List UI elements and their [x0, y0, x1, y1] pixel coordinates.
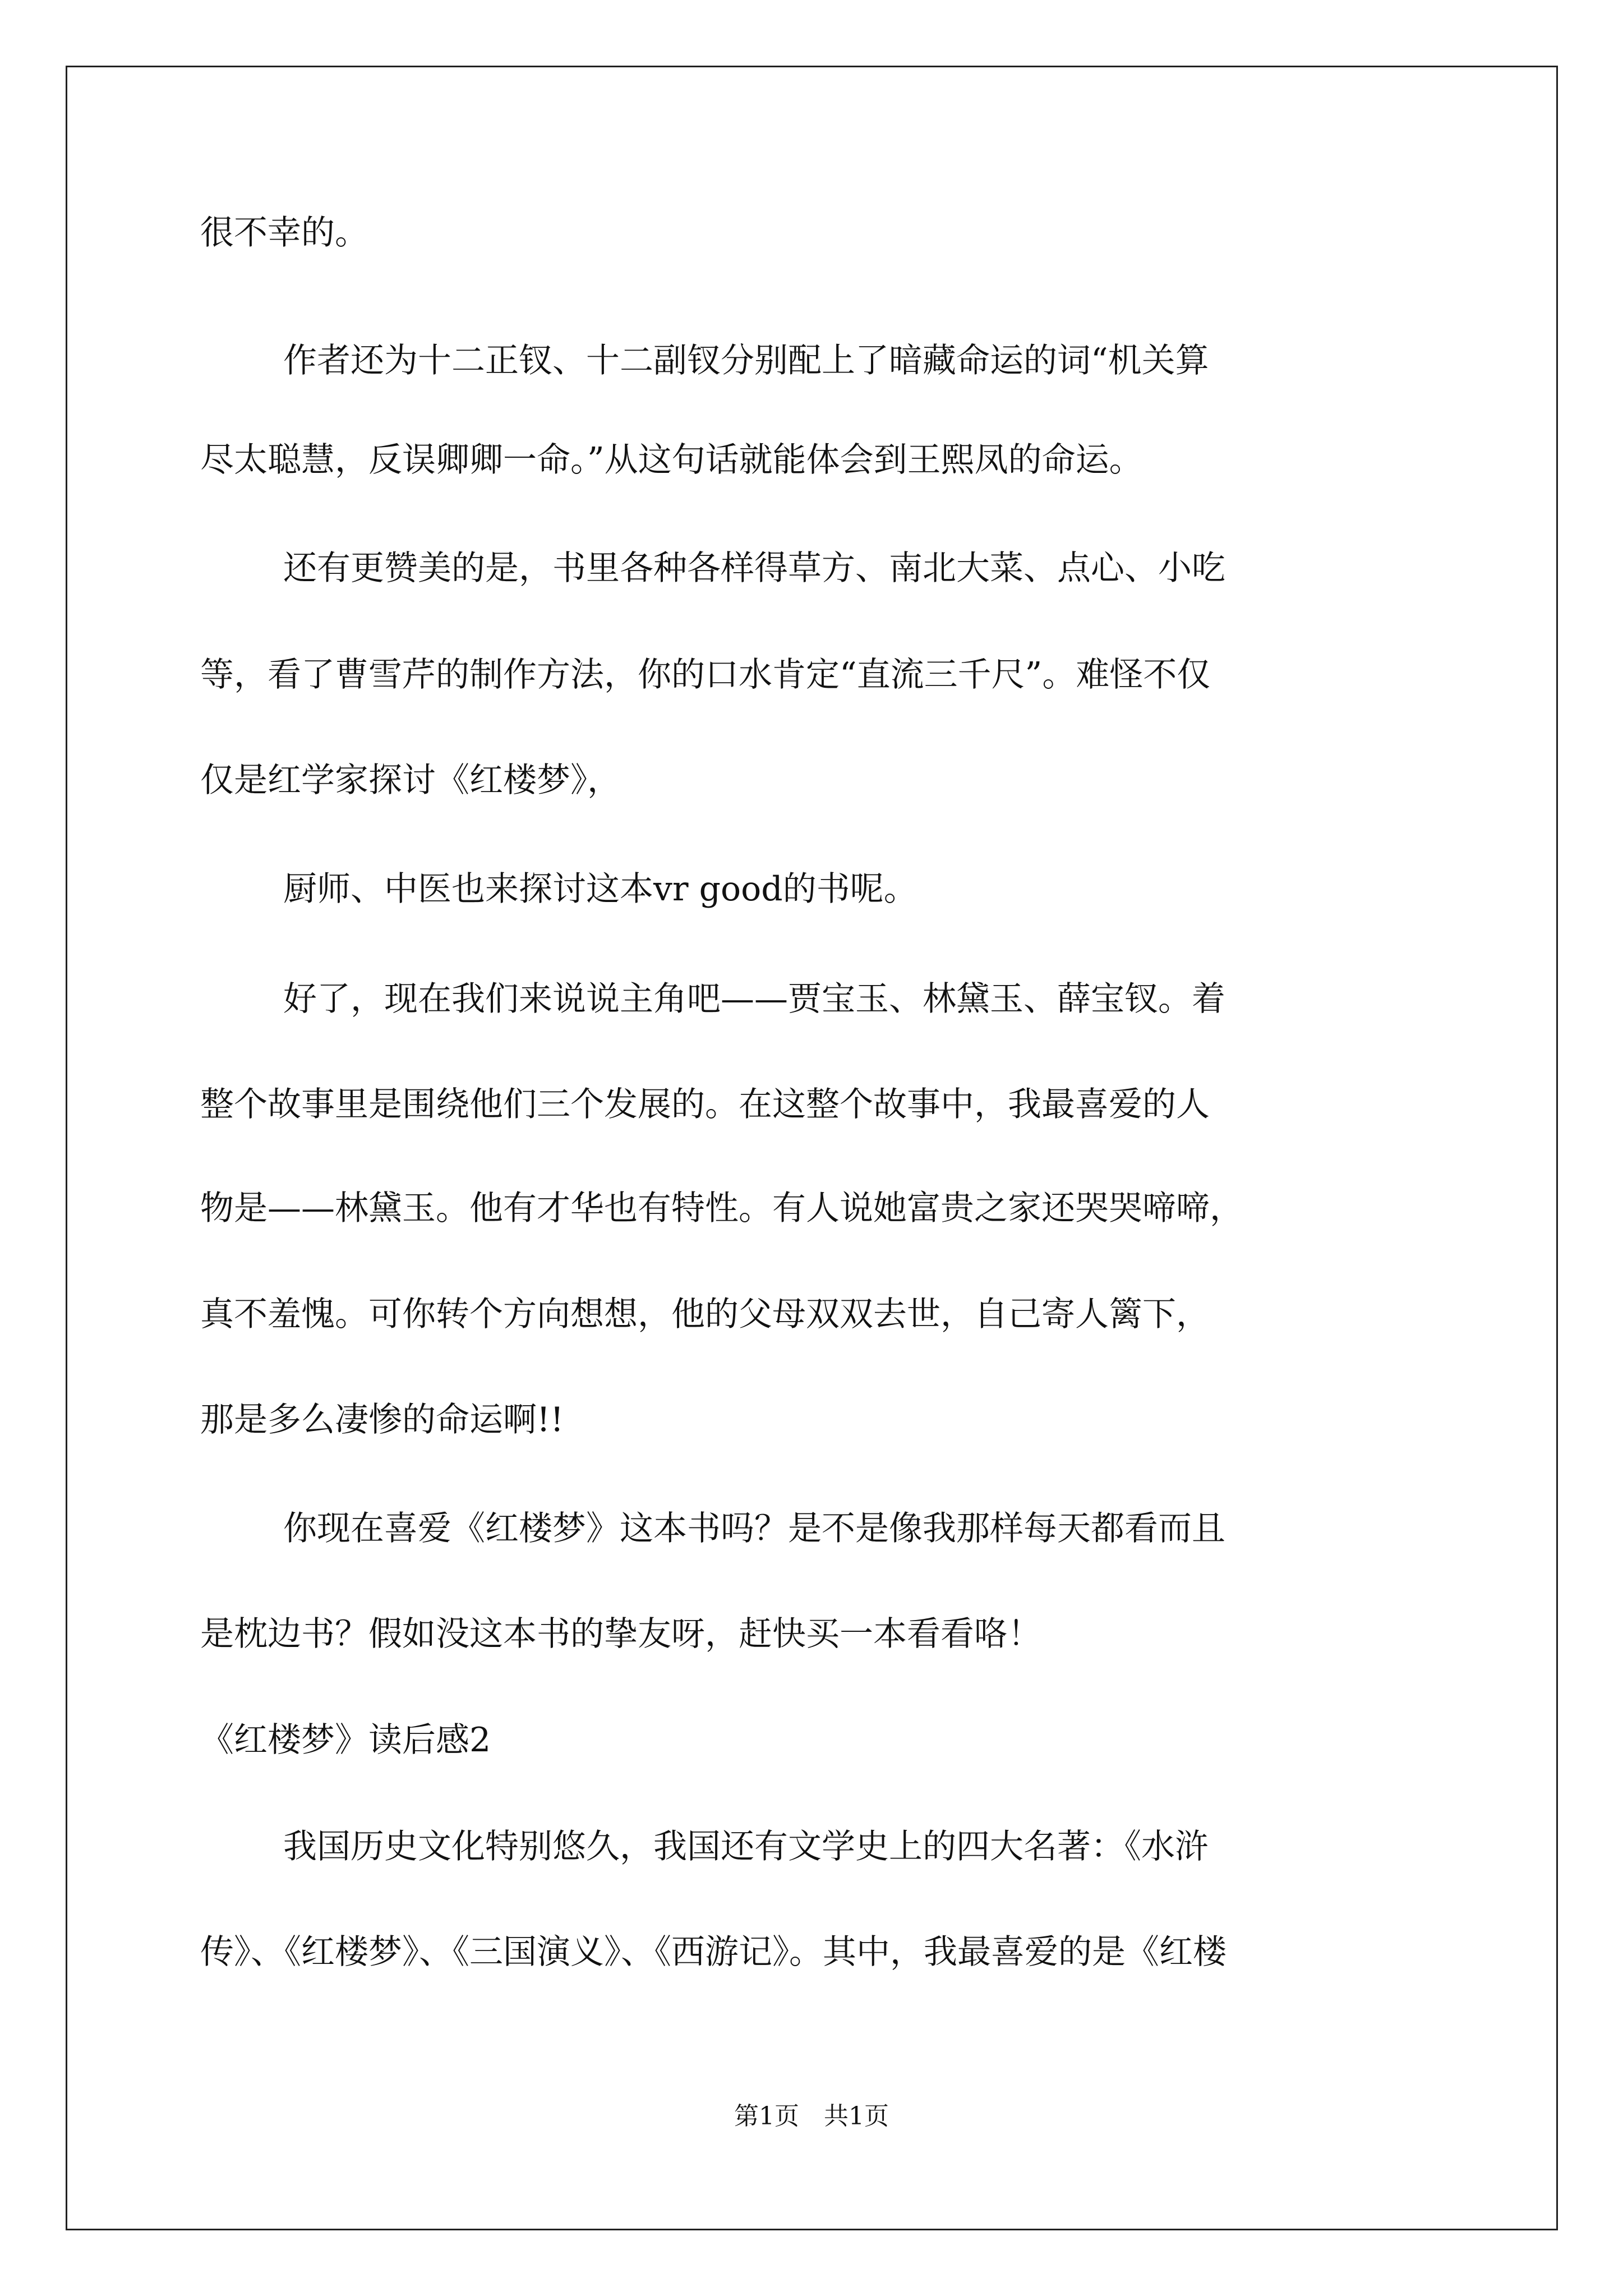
text-line: 你现在喜爱《红楼梦》这本书吗？是不是像我那样每天都看而且	[283, 1509, 1225, 1548]
text-line: 仅是红学家探讨《红楼梦》，	[200, 761, 621, 800]
text-line: 还有更赞美的是，书里各种各样得草方、南北大菜、点心、小吃	[283, 549, 1225, 588]
text-line: 是枕边书？假如没这本书的挚友呀，赶快买一本看看咯！	[200, 1614, 1041, 1654]
section-heading: 《红楼梦》读后感2	[200, 1720, 491, 1760]
text-line: 我国历史文化特别悠久，我国还有文学史上的四大名著：《水浒	[283, 1827, 1209, 1866]
text-line: 作者还为十二正钗、十二副钗分别配上了暗藏命运的词“机关算	[283, 341, 1209, 380]
text-line: 尽太聪慧，反误卿卿一命。”从这句话就能体会到王熙凤的命运。	[200, 440, 1143, 480]
text-line: 好了，现在我们来说说主角吧——贾宝玉、林黛玉、薛宝钗。着	[283, 979, 1225, 1019]
text-line: 整个故事里是围绕他们三个发展的。在这整个故事中，我最喜爱的人	[200, 1085, 1210, 1124]
text-line: 厨师、中医也来探讨这本vr good的书呢。	[283, 869, 917, 909]
text-line: 物是——林黛玉。他有才华也有特性。有人说她富贵之家还哭哭啼啼，	[200, 1189, 1243, 1228]
page-footer	[0, 2100, 1623, 2133]
text-line: 那是多么凄惨的命运啊!!	[200, 1400, 564, 1439]
page-number: 第1页	[734, 2102, 799, 2131]
page-border	[66, 66, 1558, 2230]
text-line: 传》、《红楼梦》、《三国演义》、《西游记》。其中，我最喜爱的是《红楼	[200, 1932, 1227, 1972]
text-line: 真不羞愧。可你转个方向想想，他的父母双双去世，自己寄人篱下，	[200, 1295, 1210, 1334]
text-line: 很不幸的。	[200, 213, 368, 252]
page-total: 共1页	[824, 2102, 889, 2131]
text-line: 等，看了曹雪芹的制作方法，你的口水肯定“直流三千尺”。难怪不仅	[200, 655, 1211, 694]
